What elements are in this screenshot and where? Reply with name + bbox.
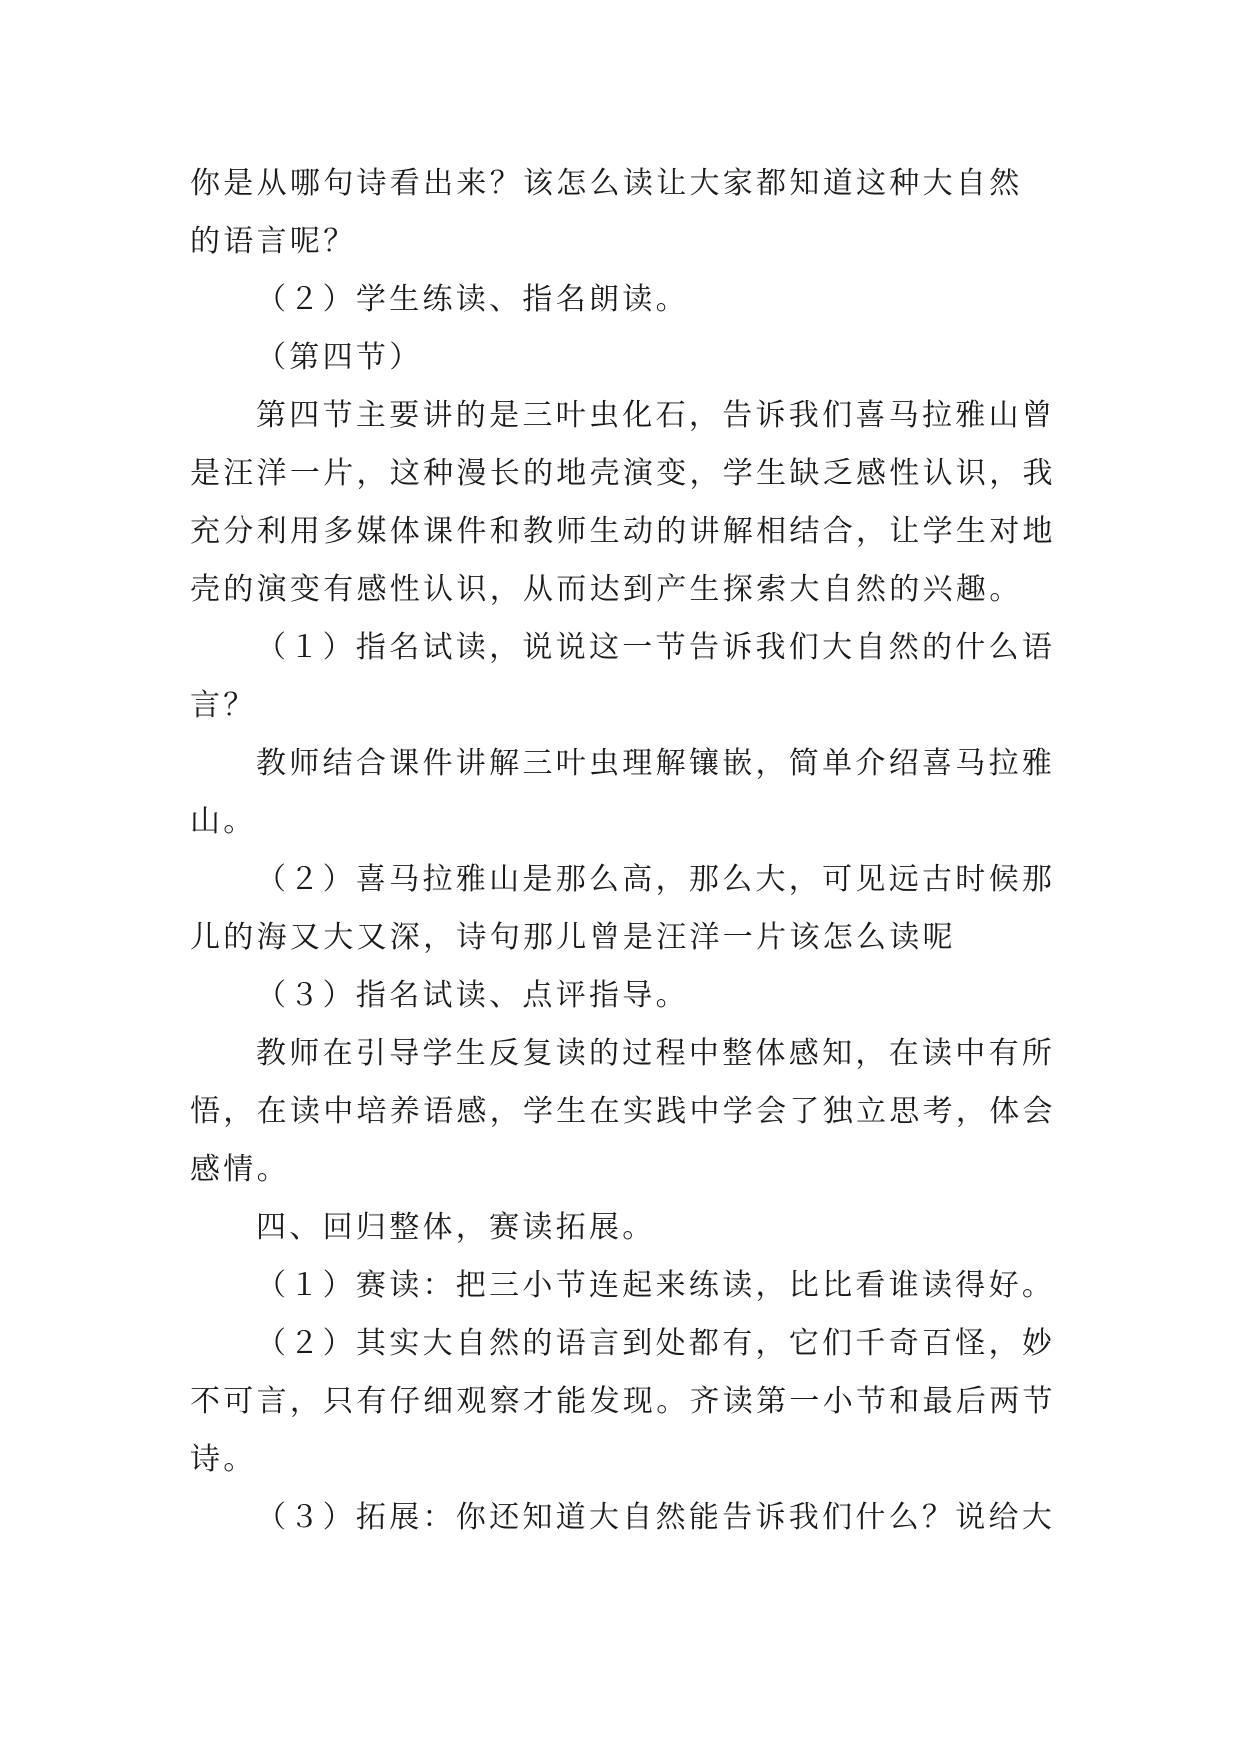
- text-line: 充分利用多媒体课件和教师生动的讲解相结合，让学生对地: [190, 514, 1056, 549]
- text-line: 教师结合课件讲解三叶虫理解镶嵌，简单介绍喜马拉雅: [256, 746, 1056, 781]
- text-line: 诗。: [190, 1442, 257, 1477]
- text-line: （第四节）: [256, 340, 423, 375]
- text-line: （２）喜马拉雅山是那么高，那么大，可见远古时候那: [256, 862, 1056, 897]
- text-line: 言？: [190, 688, 257, 723]
- text-line: （１）赛读：把三小节连起来练读，比比看谁读得好。: [256, 1268, 1056, 1303]
- text-line: （３）指名试读、点评指导。: [256, 978, 689, 1013]
- text-line: 是汪洋一片，这种漫长的地壳演变，学生缺乏感性认识，我: [190, 456, 1056, 491]
- text-line: 教师在引导学生反复读的过程中整体感知，在读中有所: [256, 1036, 1056, 1071]
- text-line: （３）拓展：你还知道大自然能告诉我们什么？说给大: [256, 1500, 1056, 1535]
- text-line: 悟，在读中培养语感，学生在实践中学会了独立思考，体会: [190, 1094, 1056, 1129]
- text-line: 不可言，只有仔细观察才能发现。齐读第一小节和最后两节: [190, 1384, 1056, 1419]
- text-line: 四、回归整体，赛读拓展。: [256, 1210, 656, 1245]
- document-page: [190, 155, 1056, 1547]
- text-line: 壳的演变有感性认识，从而达到产生探索大自然的兴趣。: [190, 572, 1023, 607]
- text-line: 儿的海又大又深，诗句那儿曾是汪洋一片该怎么读呢: [190, 920, 956, 955]
- text-line: 你是从哪句诗看出来？该怎么读让大家都知道这种大自然: [190, 166, 1023, 201]
- text-line: （２）其实大自然的语言到处都有，它们千奇百怪，妙: [256, 1326, 1056, 1361]
- text-line: （１）指名试读，说说这一节告诉我们大自然的什么语: [256, 630, 1056, 665]
- text-line: 第四节主要讲的是三叶虫化石，告诉我们喜马拉雅山曾: [256, 398, 1056, 433]
- text-line: 的语言呢？: [190, 224, 357, 259]
- text-line: 感情。: [190, 1152, 290, 1187]
- text-line: （２）学生练读、指名朗读。: [256, 282, 689, 317]
- text-line: 山。: [190, 804, 257, 839]
